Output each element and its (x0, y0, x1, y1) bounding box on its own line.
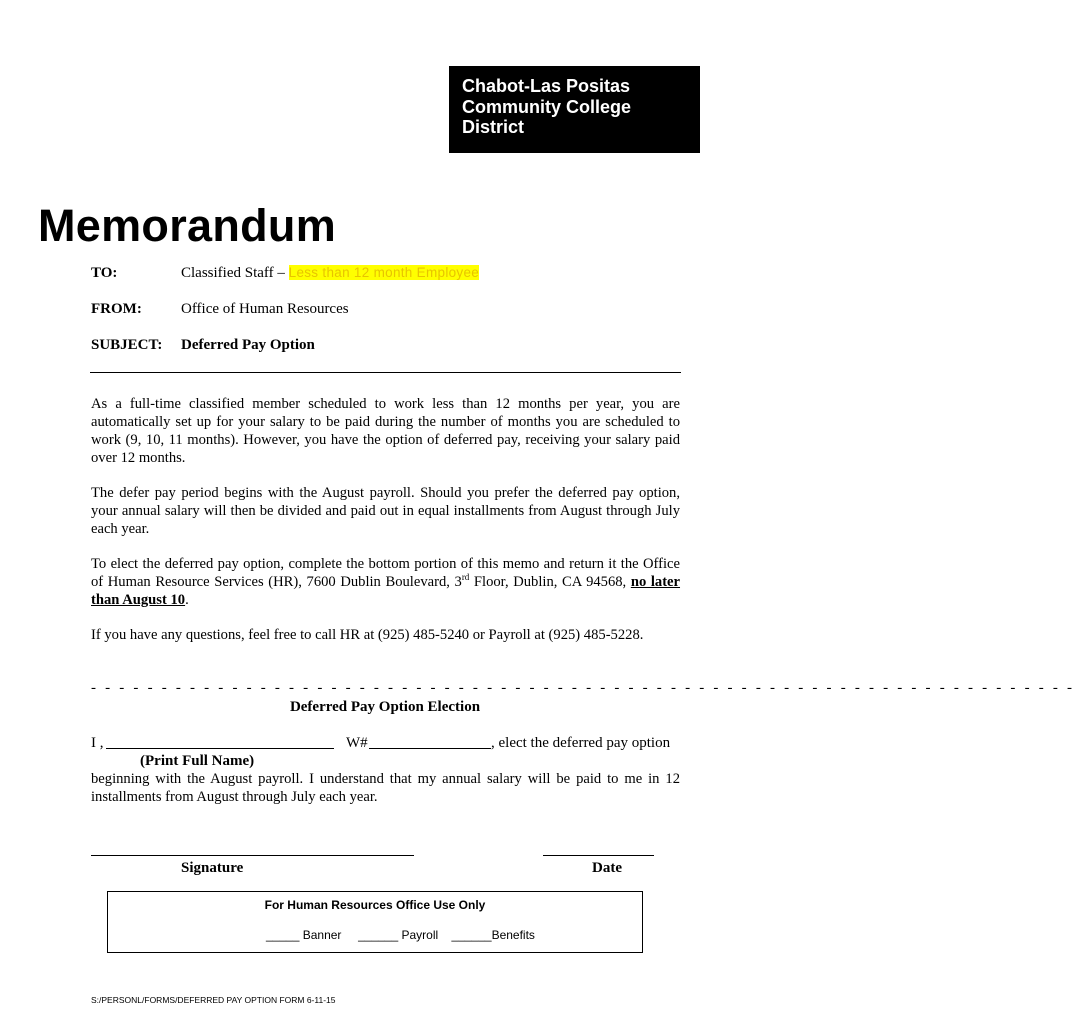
payroll-label: Payroll (401, 928, 439, 942)
hr-office-box (107, 891, 643, 953)
print-name-label: (Print Full Name) (140, 753, 255, 769)
paragraph-3 (91, 555, 680, 609)
from-label: FROM: (91, 301, 142, 317)
org-line-1: Chabot-Las Positas (462, 76, 631, 96)
i-label: I , (91, 735, 104, 751)
org-line-3: District (462, 117, 525, 137)
payroll-blank[interactable]: ______ (358, 928, 399, 942)
w-number-field[interactable] (369, 748, 491, 749)
deadline-text: no later than August 10 (91, 574, 681, 608)
date-field[interactable] (543, 855, 654, 856)
full-name-field[interactable] (106, 748, 334, 749)
paragraph-3-sup: rd (461, 572, 470, 583)
from-value: Office of Human Resources (181, 301, 349, 317)
hr-office-title: For Human Resources Office Use Only (264, 898, 486, 912)
memo-title: Memorandum (38, 200, 337, 251)
subject-value: Deferred Pay Option (181, 337, 315, 353)
to-value (181, 264, 479, 282)
org-line-2: Community College (462, 96, 632, 117)
to-text: Classified Staff – (181, 265, 289, 281)
district-logo-block (449, 66, 700, 153)
paragraph-4: If you have any questions, feel free to call HR at (925) 485-5240 or Payroll at (925) 485-5228. (91, 627, 644, 643)
subject-label: SUBJECT: (91, 337, 163, 353)
tear-off-line: - - - - - - - - - - - - - - - - - - - - - - - - - - - - - - - - - - - - - - - - - - - - - - - - - - - - - - - - - - - - - - - - - - - - - - (91, 680, 1075, 696)
election-title: Deferred Pay Option Election (289, 699, 481, 715)
paragraph-3-part-a: To elect the deferred pay option, complete the bottom portion of this memo and return it the Office of Human Resource Services (HR), 7600 Dublin Boulevard, 3 (91, 556, 680, 590)
w-number-label: W# (346, 735, 368, 751)
election-statement: beginning with the August payroll. I understand that my annual salary will be paid to me in 12 installments from August through July each year. (91, 771, 680, 805)
paragraph-3-part-b: Floor, Dublin, CA 94568, (469, 574, 631, 590)
header-divider (90, 372, 681, 373)
to-highlight: Less than 12 month Employee (288, 265, 480, 280)
date-label: Date (592, 860, 622, 876)
benefits-label: Benefits (491, 928, 535, 942)
banner-blank[interactable]: _____ (266, 928, 300, 942)
signature-field[interactable] (91, 855, 414, 856)
paragraph-1: As a full-time classified member scheduled to work less than 12 months per year, you are automatically set up for your salary to be paid during the number of months you are scheduled to work (9, 10, 11 months). However, you have the option of deferred pay, receiving your salary paid over 12 months. (91, 396, 680, 466)
elect-text: , elect the deferred pay option (491, 735, 671, 751)
hr-checklist (266, 928, 535, 942)
signature-label: Signature (181, 860, 244, 876)
footer-file-path: S:/PERSONL/FORMS/DEFERRED PAY OPTION FORM 6-11-15 (91, 995, 336, 1005)
to-label: TO: (91, 265, 118, 281)
paragraph-2: The defer pay period begins with the August payroll. Should you prefer the deferred pay option, your annual salary will then be divided and paid out in equal installments from August through July each year. (91, 485, 680, 537)
paragraph-3-end: . (185, 592, 189, 608)
banner-label: Banner (302, 928, 342, 942)
benefits-blank[interactable]: ______ (451, 928, 492, 942)
